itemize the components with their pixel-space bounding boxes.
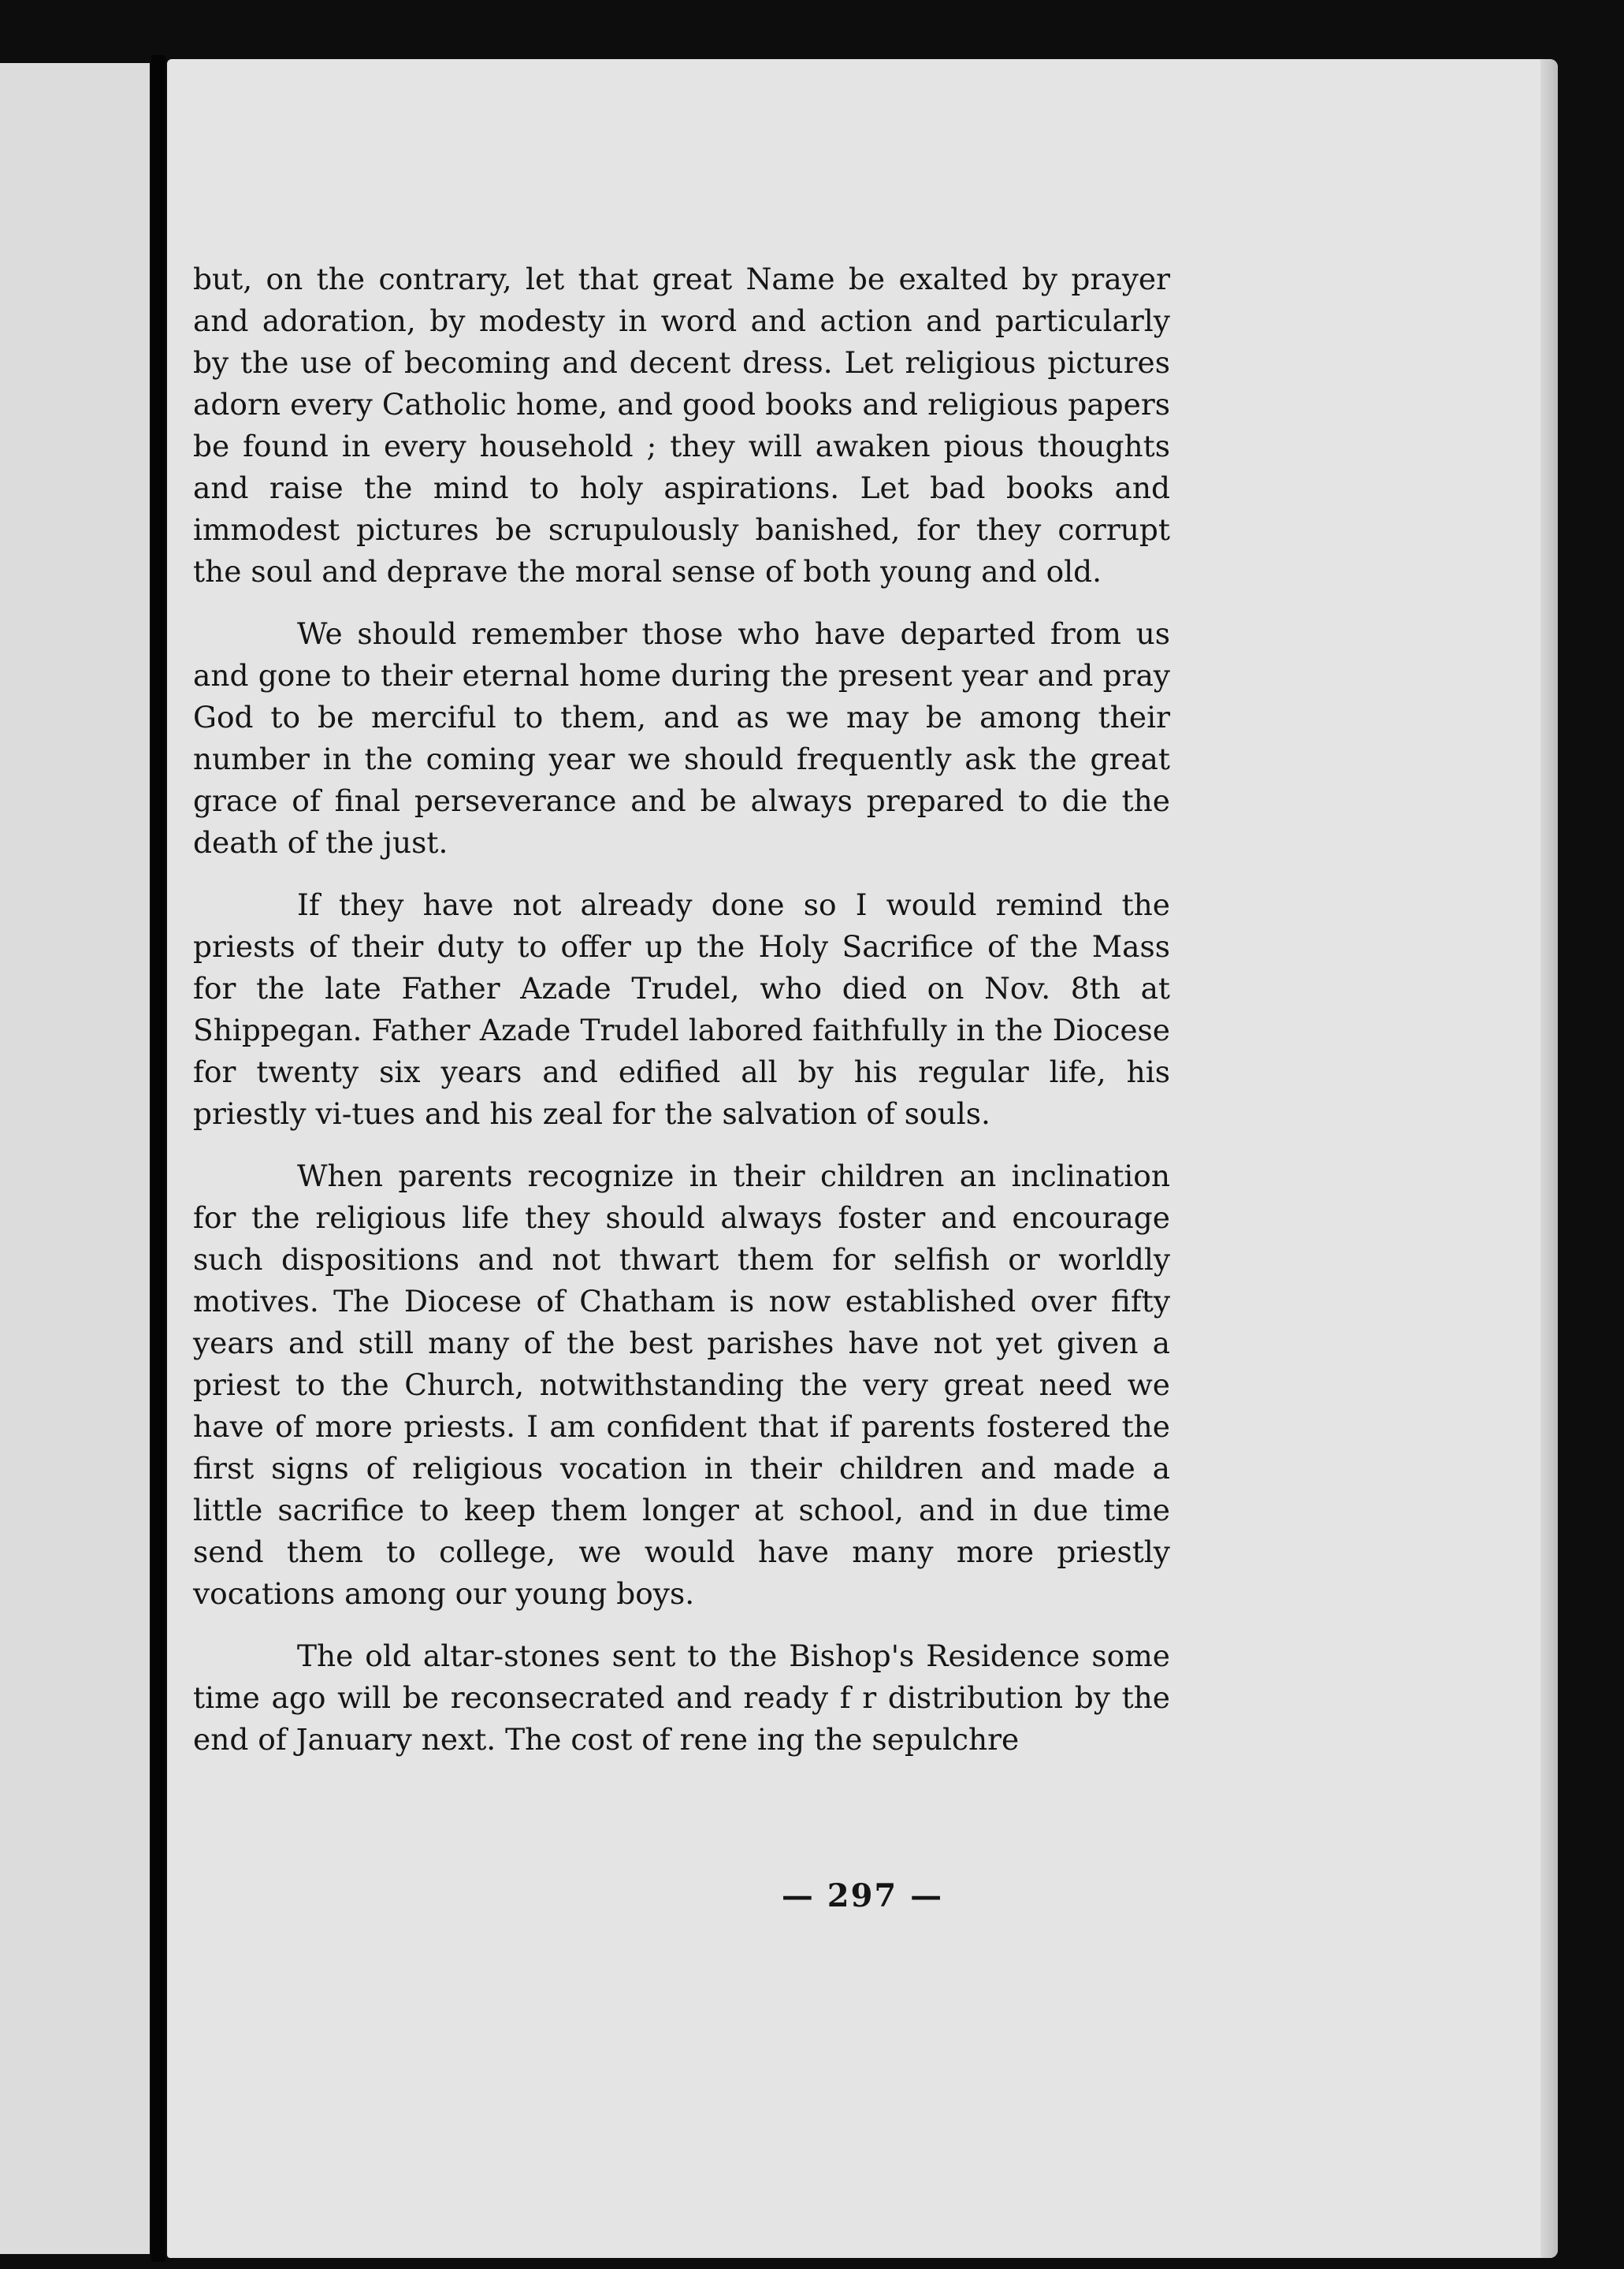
adjacent-page-margin <box>0 63 150 2254</box>
paragraph-5: The old altar-stones sent to the Bishop's Residence some time ago will be reconsecrated and ready f r distribution by the end of January next. The cost of rene ing the sepulchre <box>193 1639 1170 1757</box>
paragraph-2: We should remember those who have departed from us and gone to their eternal home during the present year and pray God to be merciful to them, and as we may be among their number in the coming year we should frequently ask the great grace of final perseverance and be always prepared to die the death of the just. <box>193 616 1170 860</box>
page-body-text <box>193 259 1170 1781</box>
paragraph-1: but, on the contrary, let that great Name be exalted by prayer and adoration, by modesty in word and action and particularly by the use of becoming and decent dress. Let religious pictures adorn every Catholic home, and good books and religious papers be found in every household ; they will awaken pious thoughts and raise the mind to holy aspirations. Let bad books and immodest pictures be scrupulously banished, for they corrupt the soul and deprave the moral sense of both young and old. <box>193 262 1170 589</box>
paragraph-3: If they have not already done so I would remind the priests of their duty to offer up the Holy Sacrifice of the Mass for the late Father Azade Trudel, who died on Nov. 8th at Shippegan. Father Azade Trudel labored faithfully in the Diocese for twenty six years and edified all by his regular life, his priestly vi-tues and his zeal for the salvation of souls. <box>193 887 1170 1131</box>
page-edge <box>1540 59 1558 2258</box>
paragraph-4: When parents recognize in their children an inclination for the religious life they should always foster and encourage such dispositions and not thwart them for selfish or worldly motives. The Diocese of Chatham is now established over fifty years and still many of the best parishes have not yet given a priest to the Church, notwithstanding the very great need we have of more priests. I am confident that if parents fostered the first signs of religious vocation in their children and made a little sacrifice to keep them longer at school, and in due time send them to college, we would have many more priestly vocations among our young boys. <box>193 1159 1170 1611</box>
book-gutter <box>151 55 165 2262</box>
page-number: — 297 — <box>781 1877 944 1914</box>
